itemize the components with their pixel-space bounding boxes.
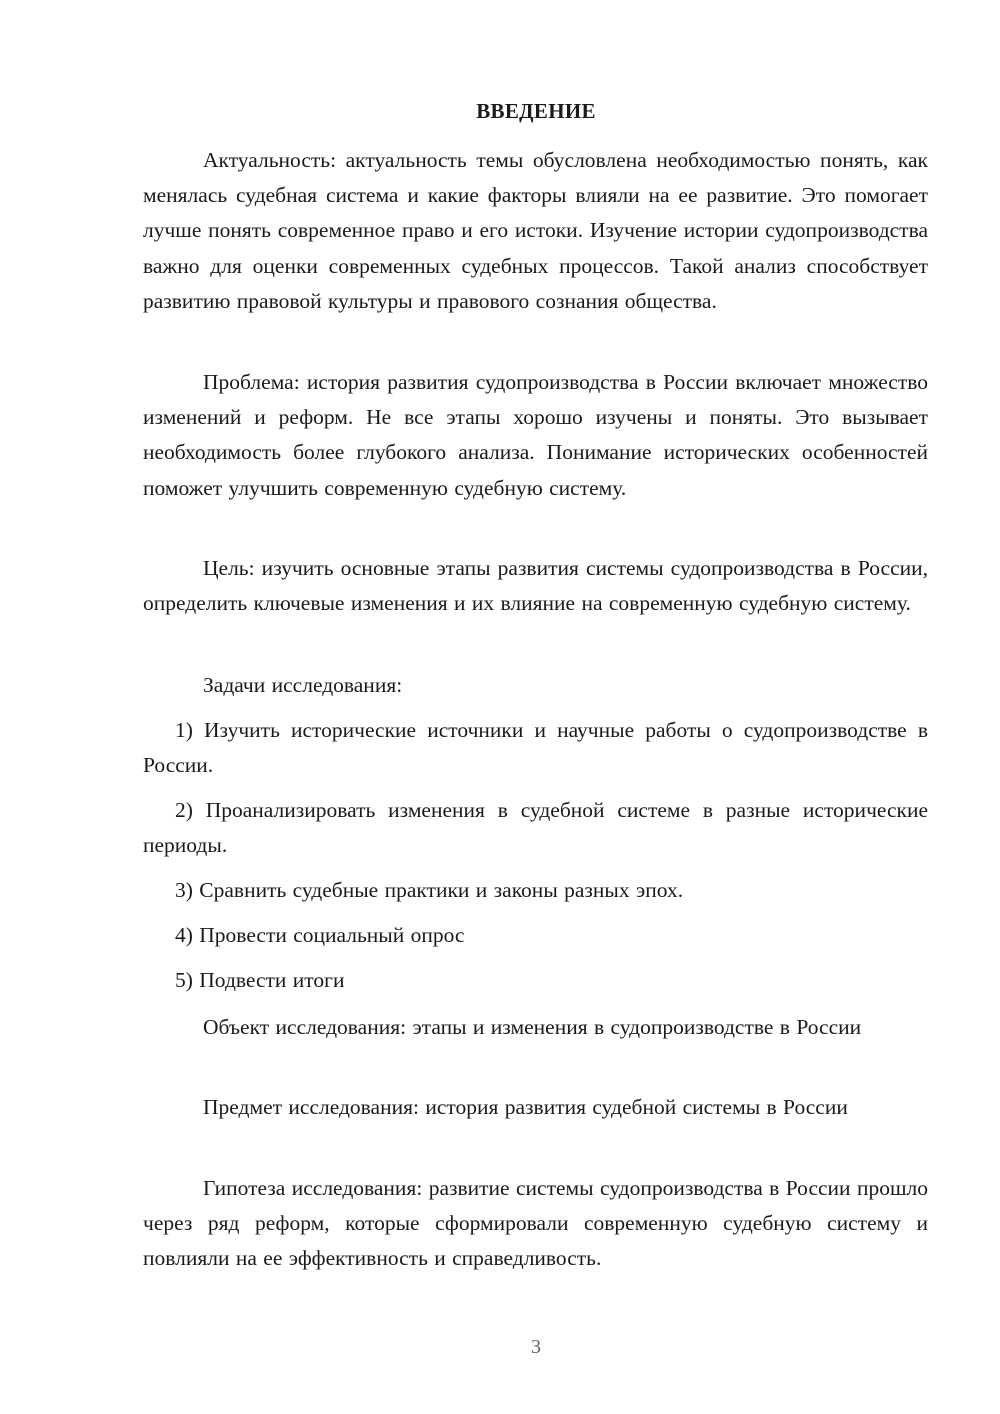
task-item-5: 5) Подвести итоги	[175, 968, 345, 992]
paragraph-subject: Предмет исследования: история развития судебной системы в России	[203, 1095, 848, 1119]
paragraph-hypothesis: Гипотеза исследования: развитие системы судопроизводства в России прошло через ряд реформ, которые сформировали современную судебную систему и повлияли на ее эффективность и справедливость.	[143, 1176, 928, 1271]
paragraph-object: Объект исследования: этапы и изменения в судопроизводстве в России	[203, 1015, 862, 1039]
task-item-4: 4) Провести социальный опрос	[175, 923, 465, 947]
tasks-title: Задачи исследования:	[203, 673, 403, 697]
paragraph-goal: Цель: изучить основные этапы развития системы судопроизводства в России, определить ключевые изменения и их влияние на современную судебную систему.	[143, 556, 928, 616]
paragraph-relevance: Актуальность: актуальность темы обусловлена необходимостью понять, как менялась судебная система и какие факторы влияли на ее развитие. Это помогает лучше понять современное право и его истоки. Изучение истории судопроизводства важно для оценки современных судебных процессов. Такой анализ способствует развитию правовой культуры и правового сознания общества.	[143, 148, 928, 313]
task-item-2: 2) Проанализировать изменения в судебной системе в разные исторические периоды.	[143, 798, 928, 858]
page-title: ВВЕДЕНИЕ	[476, 99, 596, 123]
page-number: 3	[531, 1336, 541, 1358]
task-item-3: 3) Сравнить судебные практики и законы разных эпох.	[175, 878, 684, 902]
task-item-1: 1) Изучить исторические источники и научные работы о судопроизводстве в России.	[143, 718, 928, 778]
paragraph-problem: Проблема: история развития судопроизводства в России включает множество изменений и реформ. Не все этапы хорошо изучены и поняты. Это вызывает необходимость более глубокого анализа. Понимание исторических особенностей поможет улучшить современную судебную систему.	[143, 370, 928, 500]
